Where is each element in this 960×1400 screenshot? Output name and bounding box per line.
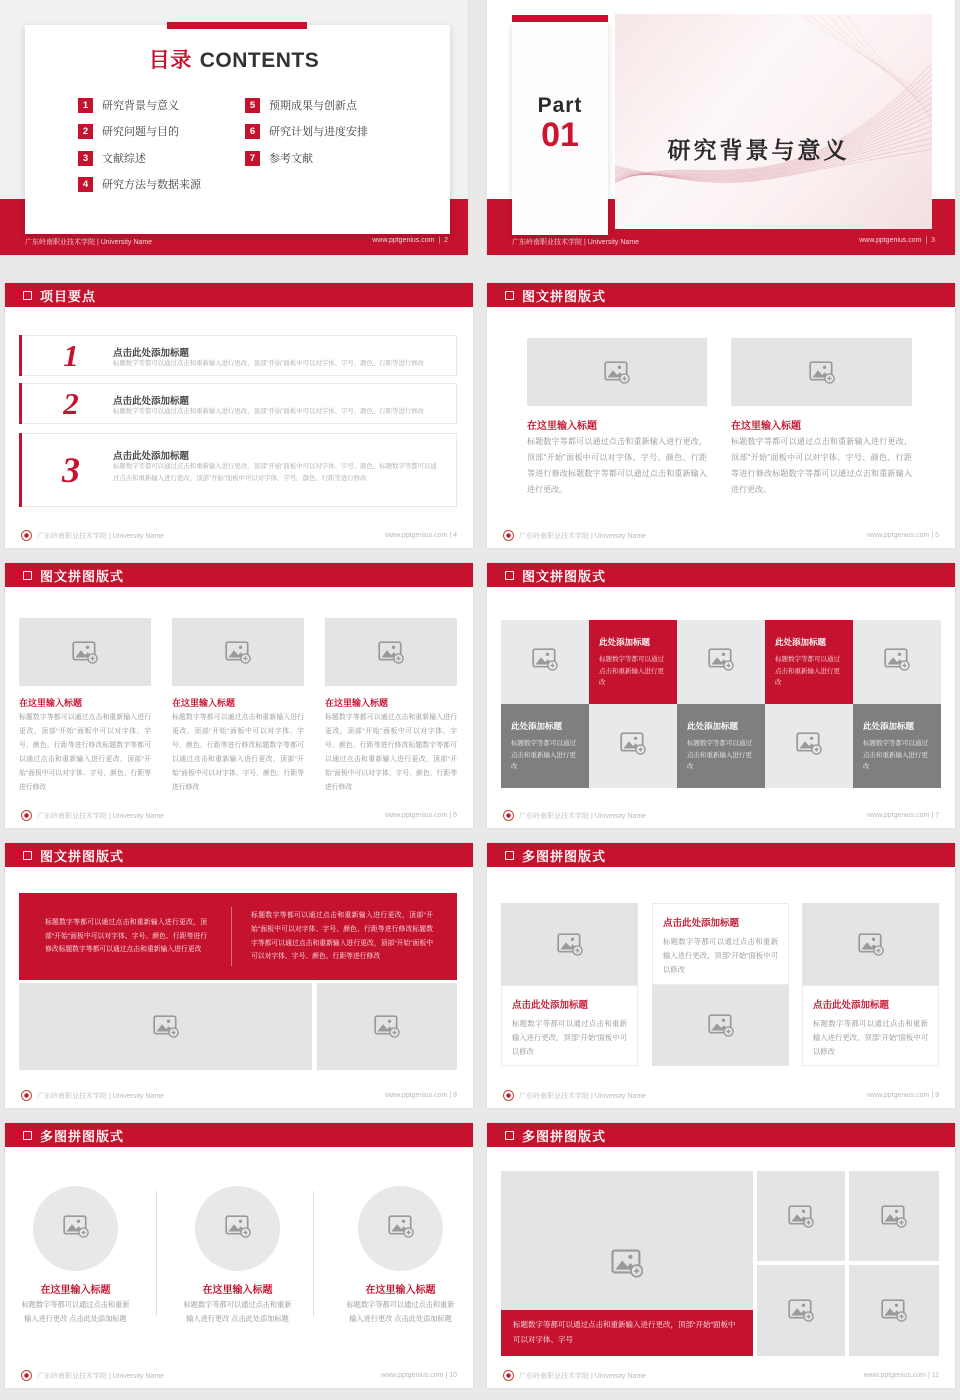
part-accent-bar [512, 15, 608, 22]
column-title: 在这里输入标题 [202, 1285, 273, 1296]
slide-footer [503, 810, 939, 821]
image-placeholder [757, 1265, 845, 1356]
slide-header-title: 图文拼图版式 [40, 848, 125, 864]
image-placeholder [527, 338, 707, 406]
slide-footer [21, 1370, 457, 1381]
toc-item-label: 参考文献 [269, 153, 313, 165]
text-tile-red [765, 620, 853, 704]
image-add-icon [557, 933, 583, 956]
slide-header-title: 图文拼图版式 [522, 288, 607, 304]
text-card [802, 985, 939, 1066]
page-number: 10 [449, 1372, 457, 1379]
tile-title: 此处添加标题 [687, 721, 739, 731]
image-placeholder-tile [677, 620, 765, 704]
footer-left [503, 1090, 646, 1101]
slide-thumbnail-part01[interactable] [487, 0, 955, 255]
image-placeholder [501, 903, 638, 985]
toc-item-3 [78, 150, 146, 166]
red-block-right-column [251, 893, 433, 980]
part-number: 01 [541, 116, 579, 154]
image-add-icon [611, 1249, 644, 1278]
footer-university: 广东岭南职业技术学院 | University Name [519, 1092, 647, 1100]
column-body: 标题数字等都可以通过点击和重新输入进行更改，顶部“开始”面板中可以对字体、字号、颜色、行距等进行修改标题数字等都可以通过点击和重新输入进行更改，顶部“开始”面板中可以对字体、字号、颜色、行距等进行修改 [325, 714, 457, 791]
text-card [501, 985, 638, 1066]
slide-thumbnail-mosaic-layout[interactable] [487, 563, 955, 828]
tile-body: 标题数字等都可以通过点击和重新输入进行更改 [863, 740, 928, 771]
footer-university: 广东岭南职业技术学院 | University Name [25, 239, 153, 246]
toc-item-label: 研究背景与意义 [102, 100, 179, 112]
slide-header [487, 563, 955, 587]
red-text-block [19, 893, 457, 980]
caption-banner [501, 1310, 753, 1356]
image-placeholder [172, 618, 304, 686]
slide-header [487, 283, 955, 307]
university-seal-icon [503, 1370, 514, 1381]
footer-left [21, 810, 164, 821]
university-seal-icon [503, 1090, 514, 1101]
column-body: 标题数字等都可以通过点击和重新输入进行更改，顶部“开始”面板中可以对字体、字号、颜色、行距等进行修改标题数字等都可以通过点击和重新输入进行更改，顶部“开始”面板中可以对字体、字号、颜色、行距等进行修改 [172, 714, 304, 791]
image-placeholder [325, 618, 457, 686]
key-point-body: 标题数字等都可以通过点击和重新输入进行更改，顶部“开始”面板中可以对字体、字号、颜色、标题数字等都可以通过点击和重新输入进行更改，顶部“开始”面板中可以对字体、字号、颜色、行距等进行修改 [113, 463, 437, 482]
square-outline-icon [23, 291, 32, 300]
column-title: 在这里输入标题 [40, 1285, 111, 1296]
footer-site-page: www.pptgenius.com | 3 [859, 237, 935, 244]
footer-site-page: www.pptgenius.com | 5 [867, 532, 939, 539]
column-body: 标题数字等都可以通过点击和重新输入进行更改，顶部“开始”面板中可以对字体、字号、颜色、行距等进行修改标题数字等都可以通过点击和重新输入进行更改。 [527, 437, 707, 494]
slide-header [487, 843, 955, 867]
university-seal-icon [21, 530, 32, 541]
text-tile-gray [501, 704, 589, 788]
square-outline-icon [505, 291, 514, 300]
card-body: 标题数字等都可以通过点击和重新输入进行更改，顶部“开始”面板中可以修改 [512, 1019, 627, 1057]
slide-thumbnail-toc[interactable] [0, 0, 468, 255]
slide-thumbnail-red-text-layout[interactable] [5, 843, 473, 1108]
card-title: 点击此处添加标题 [512, 1000, 589, 1011]
slide-thumbnail-grid-image-layout[interactable] [487, 1123, 955, 1388]
image-add-icon [225, 641, 251, 664]
square-outline-icon [505, 571, 514, 580]
slide-footer [503, 1090, 939, 1101]
column-body: 标题数字等都可以通过点击和重新输入进行更改 点击此处添加标题 [346, 1300, 455, 1323]
image-add-icon [388, 1215, 414, 1243]
column-title: 在这里输入标题 [731, 421, 801, 432]
slide-header-title: 多图拼图版式 [40, 1128, 125, 1144]
image-add-icon [708, 648, 734, 676]
image-add-icon [374, 1015, 400, 1038]
toc-item-number: 2 [78, 124, 93, 139]
footer-left [503, 530, 646, 541]
footer-site-page: www.pptgenius.com | 8 [385, 1092, 457, 1099]
slide-header [5, 283, 473, 307]
page-number: 3 [931, 237, 935, 244]
footer-university: 广东岭南职业技术学院 | University Name [37, 1092, 165, 1100]
text-tile-red [589, 620, 677, 704]
image-placeholder [802, 903, 939, 985]
image-add-icon [884, 648, 910, 676]
image-add-icon [153, 1015, 179, 1038]
tile-body: 标题数字等都可以通过点击和重新输入进行更改 [775, 656, 840, 687]
image-add-icon [881, 1205, 907, 1228]
footer-site-page: www.pptgenius.com | 11 [863, 1372, 939, 1379]
key-point-title: 点击此处添加标题 [113, 451, 190, 462]
slide-header-title: 多图拼图版式 [522, 848, 607, 864]
slide-footer [25, 237, 448, 247]
key-point-3 [19, 433, 457, 507]
image-placeholder-tile [853, 620, 941, 704]
toc-item-label: 文献综述 [102, 153, 146, 165]
tile-body: 标题数字等都可以通过点击和重新输入进行更改 [687, 740, 752, 771]
footer-site-page: www.pptgenius.com | 4 [385, 532, 457, 539]
image-add-icon [72, 641, 98, 664]
toc-item-label: 研究计划与进度安排 [269, 126, 368, 138]
slide-footer [503, 1370, 939, 1381]
page-number: 11 [931, 1372, 939, 1379]
footer-university: 广东岭南职业技术学院 | University Name [37, 1372, 165, 1380]
square-outline-icon [505, 851, 514, 860]
column-body: 标题数字等都可以通过点击和重新输入进行更改 点击此处添加标题 [183, 1300, 292, 1323]
page-number: 8 [453, 1092, 457, 1099]
image-add-icon [881, 1299, 907, 1322]
part-label: Part [537, 94, 583, 117]
tile-body: 标题数字等都可以通过点击和重新输入进行更改 [599, 656, 664, 687]
card-body: 标题数字等都可以通过点击和重新输入进行更改，顶部“开始”面板中可以修改 [663, 937, 778, 975]
slide-thumbnail-multi-image-layout[interactable] [487, 843, 955, 1108]
key-point-title: 点击此处添加标题 [113, 396, 190, 407]
footer-site-page: www.pptgenius.com | 10 [381, 1372, 457, 1379]
image-placeholder [731, 338, 912, 406]
slide-header-title: 图文拼图版式 [40, 568, 125, 584]
footer-site-page: www.pptgenius.com | 7 [867, 812, 939, 819]
university-seal-icon [21, 1090, 32, 1101]
image-add-icon [858, 933, 884, 956]
square-outline-icon [505, 1131, 514, 1140]
toc-item-6 [245, 123, 368, 139]
page-number: 2 [444, 237, 448, 244]
footer-university: 广东岭南职业技术学院 | University Name [37, 812, 165, 820]
slide-header [487, 1123, 955, 1147]
image-placeholder-tile [501, 620, 589, 704]
footer-site-page: www.pptgenius.com | 6 [385, 812, 457, 819]
card-title: 点击此处添加标题 [663, 918, 740, 929]
footer-left [503, 1370, 646, 1381]
toc-title [0, 44, 468, 74]
slide-footer [21, 530, 457, 541]
key-point-number: 3 [62, 450, 80, 490]
wave-decoration [615, 14, 932, 229]
slide-thumbnail-three-image-layout[interactable] [5, 563, 473, 828]
part-panel [512, 22, 608, 235]
footer-university: 广东岭南职业技术学院 | University Name [37, 532, 165, 540]
column-body: 标题数字等都可以通过点击和重新输入进行更改 点击此处添加标题 [21, 1300, 130, 1323]
slide-footer [503, 530, 939, 541]
image-placeholder [652, 985, 789, 1066]
toc-item-2 [78, 123, 179, 139]
red-block-text: 标题数字等都可以通过点击和重新输入进行更改，顶部“开始”面板中可以对字体、字号、颜色、行距等进行修改标题数字等都可以通过点击和重新输入进行更改，顶部“开始”面板中可以对字体、字号、颜色、行距等进行修改 [251, 912, 433, 961]
column-title: 在这里输入标题 [19, 698, 83, 708]
footer-university: 广东岭南职业技术学院 | University Name [519, 532, 647, 540]
toc-item-label: 研究问题与目的 [102, 126, 179, 138]
university-seal-icon [21, 1370, 32, 1381]
red-block-text: 标题数字等都可以通过点击和重新输入进行更改，顶部“开始”面板中可以对字体、字号、颜色、行距等进行修改标题数字等都可以通过点击和重新输入进行更改 [45, 919, 207, 954]
key-point-body: 标题数字等都可以通过点击和重新输入进行更改，顶部“开始”面板中可以对字体、字号、颜色、行距等进行修改 [113, 408, 425, 415]
footer-university: 广东岭南职业技术学院 | University Name [519, 812, 647, 820]
divider [313, 1191, 314, 1316]
toc-item-label: 研究方法与数据来源 [102, 179, 201, 191]
page-number: 5 [935, 532, 939, 539]
toc-accent-bar [167, 22, 307, 29]
tile-body: 标题数字等都可以通过点击和重新输入进行更改 [511, 740, 576, 771]
toc-item-number: 6 [245, 124, 260, 139]
image-placeholder-tile [589, 704, 677, 788]
footer-left [21, 530, 164, 541]
toc-item-number: 7 [245, 151, 260, 166]
column-body: 标题数字等都可以通过点击和重新输入进行更改，顶部“开始”面板中可以对字体、字号、颜色、行距等进行修改标题数字等都可以通过点击和重新输入进行更改。 [731, 437, 912, 494]
image-add-icon [620, 732, 646, 760]
slide-thumbnail-key-points[interactable] [5, 283, 473, 548]
footer-site-page: www.pptgenius.com | 9 [867, 1092, 939, 1099]
footer-left [21, 1370, 164, 1381]
slide-footer [512, 237, 935, 247]
footer-site-page: www.pptgenius.com | 2 [372, 237, 448, 244]
image-placeholder [19, 618, 151, 686]
key-point-title: 点击此处添加标题 [113, 348, 190, 359]
image-add-icon [63, 1215, 89, 1243]
circle-image-placeholder [33, 1186, 118, 1271]
key-point-2 [19, 383, 457, 424]
toc-item-1 [78, 97, 179, 113]
page-number: 9 [935, 1092, 939, 1099]
key-point-number: 1 [63, 337, 79, 373]
image-add-icon [532, 648, 558, 676]
toc-item-7 [245, 150, 313, 166]
divider [231, 907, 232, 966]
slide-header-title: 项目要点 [40, 288, 97, 304]
square-outline-icon [23, 571, 32, 580]
image-add-icon [788, 1299, 814, 1322]
tile-title: 此处添加标题 [775, 637, 827, 647]
card-title: 点击此处添加标题 [813, 1000, 890, 1011]
image-placeholder [757, 1171, 845, 1261]
footer-university: 广东岭南职业技术学院 | University Name [512, 239, 640, 246]
university-seal-icon [503, 810, 514, 821]
university-seal-icon [503, 530, 514, 541]
toc-item-number: 3 [78, 151, 93, 166]
slide-thumbnail-circle-image-layout[interactable] [5, 1123, 473, 1388]
column-title: 在这里输入标题 [365, 1285, 436, 1296]
caption-text: 标题数字等都可以通过点击和重新输入进行更改，顶部“开始”面板中可以对字体、字号 [513, 1320, 736, 1344]
key-point-body: 标题数字等都可以通过点击和重新输入进行更改，顶部“开始”面板中可以对字体、字号、颜色、行距等进行修改 [113, 360, 425, 367]
slide-header-title: 多图拼图版式 [522, 1128, 607, 1144]
divider [156, 1191, 157, 1316]
slide-thumbnail-two-image-layout[interactable] [487, 283, 955, 548]
section-image-area [615, 14, 932, 229]
square-outline-icon [23, 851, 32, 860]
slide-footer [21, 810, 457, 821]
image-add-icon [788, 1205, 814, 1228]
tile-title: 此处添加标题 [863, 721, 915, 731]
toc-title-en: CONTENTS [199, 49, 320, 72]
text-tile-gray [853, 704, 941, 788]
slide-header [5, 563, 473, 587]
circle-image-placeholder [358, 1186, 443, 1271]
column-title: 在这里输入标题 [527, 421, 597, 432]
slide-footer [21, 1090, 457, 1101]
toc-title-cn: 目录 [148, 49, 192, 72]
image-placeholder [317, 983, 457, 1070]
university-seal-icon [21, 810, 32, 821]
toc-item-4 [78, 176, 201, 192]
toc-item-number: 4 [78, 177, 93, 192]
square-outline-icon [23, 1131, 32, 1140]
slide-header [5, 843, 473, 867]
card-body: 标题数字等都可以通过点击和重新输入进行更改，顶部“开始”面板中可以修改 [813, 1019, 928, 1057]
toc-item-number: 1 [78, 98, 93, 113]
image-add-icon [809, 361, 835, 384]
red-block-left-column [45, 893, 207, 980]
page-number: 7 [935, 812, 939, 819]
image-placeholder [849, 1265, 939, 1356]
image-add-icon [604, 361, 630, 384]
column-title: 在这里输入标题 [172, 698, 236, 708]
section-title: 研究背景与意义 [667, 137, 850, 163]
image-add-icon [796, 732, 822, 760]
toc-item-5 [245, 97, 357, 113]
footer-left [503, 810, 646, 821]
image-add-icon [378, 641, 404, 664]
image-placeholder [849, 1171, 939, 1261]
image-placeholder-tile [765, 704, 853, 788]
image-add-icon [225, 1215, 251, 1243]
tile-title: 此处添加标题 [511, 721, 563, 731]
text-tile-gray [677, 704, 765, 788]
toc-item-label: 预期成果与创新点 [269, 100, 357, 112]
tile-title: 此处添加标题 [599, 637, 651, 647]
slide-header [5, 1123, 473, 1147]
toc-item-number: 5 [245, 98, 260, 113]
page-number: 4 [453, 532, 457, 539]
image-placeholder [19, 983, 312, 1070]
footer-university: 广东岭南职业技术学院 | University Name [519, 1372, 647, 1380]
key-point-1 [19, 335, 457, 376]
footer-left [21, 1090, 164, 1101]
column-body: 标题数字等都可以通过点击和重新输入进行更改，顶部“开始”面板中可以对字体、字号、颜色、行距等进行修改标题数字等都可以通过点击和重新输入进行更改，顶部“开始”面板中可以对字体、字号、颜色、行距等进行修改 [19, 714, 151, 791]
text-card [652, 903, 789, 985]
page-number: 6 [453, 812, 457, 819]
image-add-icon [708, 1014, 734, 1037]
circle-image-placeholder [195, 1186, 280, 1271]
key-point-number: 2 [63, 385, 79, 421]
slide-header-title: 图文拼图版式 [522, 568, 607, 584]
column-title: 在这里输入标题 [325, 698, 389, 708]
